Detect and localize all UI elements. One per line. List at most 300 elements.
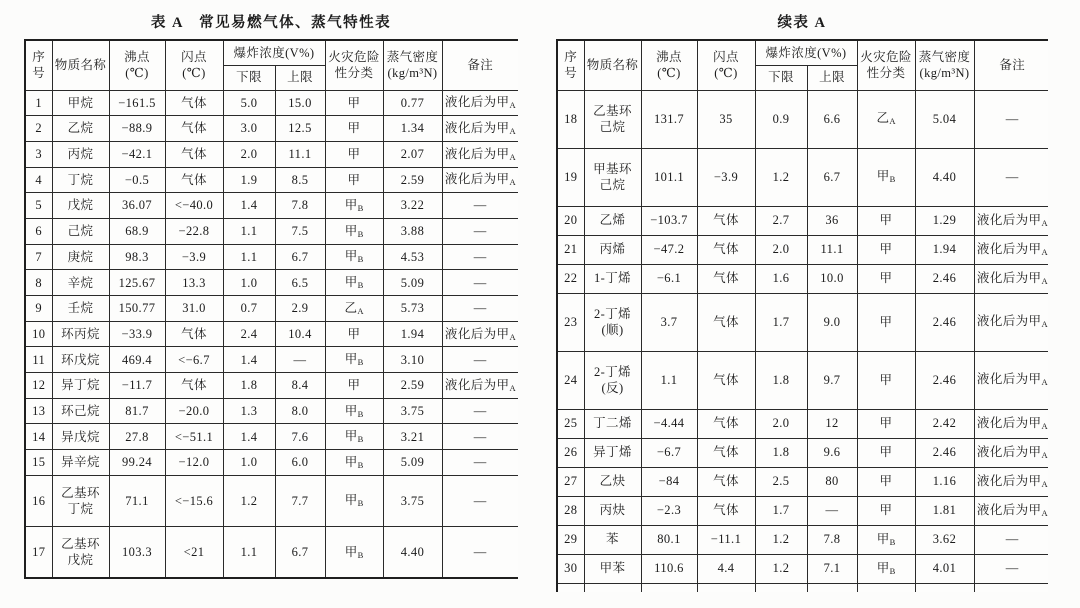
cell-lower: 1.4 [223, 424, 275, 450]
table-row [25, 244, 518, 270]
cell-boiling: 36.07 [109, 193, 165, 219]
cell-boiling: −103.7 [641, 206, 697, 235]
cell-remark: 液化后为甲$_A$ [442, 167, 518, 193]
table-row [25, 424, 518, 450]
cell-no: 2 [25, 116, 52, 142]
cell-hazard: 甲 [325, 373, 383, 399]
cell-flash: 气体 [165, 90, 223, 116]
table-a-body [25, 90, 518, 578]
cell-flash: −3.9 [697, 148, 755, 206]
table-row [557, 264, 1048, 293]
cell-hazard: 甲$_B$ [857, 525, 915, 554]
cell-upper: 6.5 [275, 270, 325, 296]
cell-flash: 35 [697, 90, 755, 148]
cell-density: 3.21 [383, 424, 442, 450]
cell-name: 甲基环 己烷 [584, 148, 641, 206]
cell-boiling: −11.7 [109, 373, 165, 399]
cell-name: 乙炔 [584, 467, 641, 496]
cell-remark: — [974, 148, 1048, 206]
table-row [557, 554, 1048, 583]
cell-name: 异丁烷 [52, 373, 109, 399]
table-row [557, 293, 1048, 351]
cell-remark: 液化后为甲$_A$ [974, 235, 1048, 264]
cell-lower: 1.4 [223, 193, 275, 219]
cell-hazard: 甲$_B$ [325, 450, 383, 476]
cell-remark: 液化后为甲$_A$ [442, 141, 518, 167]
col-header-flash: 闪点 (℃) [697, 40, 755, 90]
cell-upper: 8.5 [275, 167, 325, 193]
cell-boiling [641, 583, 697, 592]
cell-lower: 2.0 [755, 409, 807, 438]
cell-flash: 气体 [697, 293, 755, 351]
cell-flash: 气体 [165, 373, 223, 399]
cell-boiling: −42.1 [109, 141, 165, 167]
cell-no: 22 [557, 264, 584, 293]
flammable-gas-table-continued [556, 39, 1048, 592]
cell-hazard: 甲 [325, 141, 383, 167]
cell-no: 3 [25, 141, 52, 167]
cell-hazard: 甲 [857, 293, 915, 351]
cell-upper: 9.6 [807, 438, 857, 467]
cell-remark: — [442, 193, 518, 219]
cell-lower: 1.3 [223, 398, 275, 424]
cell-name: 异辛烷 [52, 450, 109, 476]
cell-upper: — [807, 496, 857, 525]
cell-remark: — [442, 424, 518, 450]
table-row [557, 351, 1048, 409]
cell-lower: 1.9 [223, 167, 275, 193]
cell-lower: 0.7 [223, 296, 275, 322]
cell-flash: <−15.6 [165, 475, 223, 526]
cell-density: 1.94 [383, 321, 442, 347]
cell-hazard: 甲$_B$ [325, 527, 383, 578]
cell-no: 9 [25, 296, 52, 322]
cell-density: 5.04 [915, 90, 974, 148]
col-header-explosion: 爆炸浓度(V%) [755, 40, 857, 65]
flammable-gas-table [24, 39, 518, 579]
cell-no: 15 [25, 450, 52, 476]
cell-remark: — [974, 554, 1048, 583]
cell-density [915, 583, 974, 592]
cell-remark: 液化后为甲$_A$ [974, 467, 1048, 496]
cell-flash: 4.4 [697, 554, 755, 583]
cell-name: 丁烷 [52, 167, 109, 193]
cell-flash: 气体 [697, 409, 755, 438]
cell-lower: 1.0 [223, 450, 275, 476]
cell-lower: 2.0 [755, 235, 807, 264]
cell-upper: 10.4 [275, 321, 325, 347]
table-a-header [25, 40, 518, 90]
table-row [557, 525, 1048, 554]
cell-boiling: 110.6 [641, 554, 697, 583]
cell-lower: 0.9 [755, 90, 807, 148]
table-row [25, 90, 518, 116]
cell-upper: 6.7 [275, 244, 325, 270]
cell-name: 辛烷 [52, 270, 109, 296]
table-row [25, 141, 518, 167]
table-row [557, 467, 1048, 496]
cell-flash: 气体 [697, 351, 755, 409]
cell-hazard: 甲 [857, 235, 915, 264]
cell-density: 5.73 [383, 296, 442, 322]
col-header-remark: 备注 [974, 40, 1048, 90]
cell-lower: 3.0 [223, 116, 275, 142]
cell-remark: 液化后为甲$_A$ [974, 293, 1048, 351]
cell-boiling: 469.4 [109, 347, 165, 373]
cell-lower: 1.2 [755, 525, 807, 554]
cell-no: 6 [25, 218, 52, 244]
cell-name: 环戊烷 [52, 347, 109, 373]
cell-hazard: 甲$_B$ [325, 398, 383, 424]
cell-flash: <−6.7 [165, 347, 223, 373]
cell-no: 23 [557, 293, 584, 351]
cell-remark [974, 583, 1048, 592]
cell-boiling: 125.67 [109, 270, 165, 296]
cell-upper: 9.0 [807, 293, 857, 351]
cell-remark: — [442, 450, 518, 476]
cell-boiling: −33.9 [109, 321, 165, 347]
table-row [557, 90, 1048, 148]
table-row [557, 206, 1048, 235]
cell-boiling: 1.1 [641, 351, 697, 409]
cell-boiling: 98.3 [109, 244, 165, 270]
col-header-name: 物质名称 [584, 40, 641, 90]
cell-no: 5 [25, 193, 52, 219]
cell-remark: 液化后为甲$_A$ [974, 409, 1048, 438]
cell-name: 乙基环 丁烷 [52, 475, 109, 526]
cell-lower: 1.4 [223, 347, 275, 373]
cell-name: 2-丁烯 (反) [584, 351, 641, 409]
cell-hazard [857, 583, 915, 592]
cell-no: 10 [25, 321, 52, 347]
cell-flash: −20.0 [165, 398, 223, 424]
cell-remark: 液化后为甲$_A$ [442, 116, 518, 142]
cell-lower: 1.1 [223, 244, 275, 270]
cell-remark: 液化后为甲$_A$ [974, 438, 1048, 467]
cell-density: 3.10 [383, 347, 442, 373]
cell-lower: 2.5 [755, 467, 807, 496]
cell-flash: −3.9 [165, 244, 223, 270]
cell-hazard: 甲 [857, 351, 915, 409]
table-row [25, 270, 518, 296]
cell-boiling: 99.24 [109, 450, 165, 476]
cell-hazard: 甲 [857, 206, 915, 235]
col-header-upper: 上限 [807, 65, 857, 90]
cell-hazard: 甲$_B$ [325, 218, 383, 244]
cell-upper: 6.6 [807, 90, 857, 148]
cell-density: 2.07 [383, 141, 442, 167]
cell-density: 5.09 [383, 450, 442, 476]
col-header-boiling: 沸点 (℃) [109, 40, 165, 90]
cell-flash: <−40.0 [165, 193, 223, 219]
cell-upper: 15.0 [275, 90, 325, 116]
cell-boiling: 131.7 [641, 90, 697, 148]
table-row [25, 398, 518, 424]
cell-no: 28 [557, 496, 584, 525]
cell-no: 18 [557, 90, 584, 148]
table-row [557, 235, 1048, 264]
cell-no [557, 583, 584, 592]
cell-hazard: 乙$_A$ [325, 296, 383, 322]
cell-no: 4 [25, 167, 52, 193]
cell-boiling: 27.8 [109, 424, 165, 450]
cell-hazard: 甲 [857, 496, 915, 525]
cell-no: 8 [25, 270, 52, 296]
table-a-continued-header [557, 40, 1048, 90]
cell-lower: 1.8 [223, 373, 275, 399]
cell-density: 4.01 [915, 554, 974, 583]
cell-upper: 7.1 [807, 554, 857, 583]
cell-upper: 6.0 [275, 450, 325, 476]
table-row [25, 450, 518, 476]
cell-name: 甲苯 [584, 554, 641, 583]
cell-flash: 气体 [697, 264, 755, 293]
cell-remark: 液化后为甲$_A$ [442, 90, 518, 116]
cell-upper: 12 [807, 409, 857, 438]
cell-upper: 7.6 [275, 424, 325, 450]
cell-no: 24 [557, 351, 584, 409]
cell-flash: 气体 [697, 235, 755, 264]
col-header-explosion: 爆炸浓度(V%) [223, 40, 325, 65]
table-a-continued-wrapper [556, 39, 1048, 592]
cell-no: 12 [25, 373, 52, 399]
cell-density: 5.09 [383, 270, 442, 296]
cell-no: 30 [557, 554, 584, 583]
cell-lower: 1.1 [223, 527, 275, 578]
cell-upper: 10.0 [807, 264, 857, 293]
table-row [557, 438, 1048, 467]
truncated-next-row [557, 583, 1048, 592]
cell-no: 13 [25, 398, 52, 424]
cell-density: 1.16 [915, 467, 974, 496]
cell-hazard: 甲 [325, 321, 383, 347]
cell-upper: 6.7 [807, 148, 857, 206]
cell-remark: 液化后为甲$_A$ [442, 373, 518, 399]
cell-density: 2.42 [915, 409, 974, 438]
cell-boiling: −6.1 [641, 264, 697, 293]
cell-density: 0.77 [383, 90, 442, 116]
col-header-name: 物质名称 [52, 40, 109, 90]
cell-upper: 9.7 [807, 351, 857, 409]
cell-density: 2.46 [915, 438, 974, 467]
cell-upper: 36 [807, 206, 857, 235]
cell-hazard: 甲$_B$ [325, 347, 383, 373]
cell-lower: 2.0 [223, 141, 275, 167]
cell-boiling: −4.44 [641, 409, 697, 438]
cell-hazard: 甲 [857, 467, 915, 496]
cell-name: 异丁烯 [584, 438, 641, 467]
cell-flash: 气体 [697, 496, 755, 525]
cell-remark: — [442, 218, 518, 244]
cell-lower: 1.0 [223, 270, 275, 296]
cell-boiling: −84 [641, 467, 697, 496]
cell-flash: <−51.1 [165, 424, 223, 450]
cell-flash: 气体 [165, 116, 223, 142]
cell-name: 乙基环 戊烷 [52, 527, 109, 578]
col-header-flash: 闪点 (℃) [165, 40, 223, 90]
cell-hazard: 甲$_B$ [325, 244, 383, 270]
cell-no: 29 [557, 525, 584, 554]
cell-density: 2.59 [383, 167, 442, 193]
cell-no: 17 [25, 527, 52, 578]
cell-hazard: 甲$_B$ [857, 554, 915, 583]
cell-hazard: 甲 [325, 116, 383, 142]
cell-hazard: 乙$_A$ [857, 90, 915, 148]
cell-boiling: 101.1 [641, 148, 697, 206]
col-header-hazard: 火灾危险 性分类 [325, 40, 383, 90]
cell-no: 20 [557, 206, 584, 235]
cell-name: 庚烷 [52, 244, 109, 270]
cell-name: 戊烷 [52, 193, 109, 219]
cell-boiling: 3.7 [641, 293, 697, 351]
cell-upper: 11.1 [275, 141, 325, 167]
cell-density: 1.34 [383, 116, 442, 142]
cell-name: 1-丁烯 [584, 264, 641, 293]
cell-remark: — [442, 398, 518, 424]
cell-remark: — [442, 347, 518, 373]
col-header-no: 序号 [557, 40, 584, 90]
cell-name: 甲烷 [52, 90, 109, 116]
cell-upper: 8.4 [275, 373, 325, 399]
cell-name: 丁二烯 [584, 409, 641, 438]
cell-density: 4.40 [383, 527, 442, 578]
cell-hazard: 甲$_B$ [325, 193, 383, 219]
cell-density: 3.75 [383, 475, 442, 526]
cell-upper: 12.5 [275, 116, 325, 142]
cell-remark: — [442, 244, 518, 270]
table-row [25, 116, 518, 142]
table-row [557, 496, 1048, 525]
cell-name [584, 583, 641, 592]
cell-density: 4.53 [383, 244, 442, 270]
col-header-density: 蒸气密度 (kg/m³N) [915, 40, 974, 90]
cell-name: 丙烷 [52, 141, 109, 167]
cell-upper [807, 583, 857, 592]
cell-name: 异戊烷 [52, 424, 109, 450]
cell-name: 丙烯 [584, 235, 641, 264]
cell-no: 21 [557, 235, 584, 264]
cell-boiling: 68.9 [109, 218, 165, 244]
cell-lower: 1.7 [755, 496, 807, 525]
cell-flash: 13.3 [165, 270, 223, 296]
table-a-continued-title: 续表 A [777, 15, 827, 31]
cell-boiling: −161.5 [109, 90, 165, 116]
cell-name: 环丙烷 [52, 321, 109, 347]
cell-density: 1.94 [915, 235, 974, 264]
cell-flash [697, 583, 755, 592]
cell-remark: — [442, 296, 518, 322]
cell-name: 苯 [584, 525, 641, 554]
cell-remark: — [442, 527, 518, 578]
table-row [557, 409, 1048, 438]
col-header-lower: 下限 [223, 65, 275, 90]
cell-lower [755, 583, 807, 592]
table-row [25, 167, 518, 193]
cell-remark: 液化后为甲$_A$ [974, 351, 1048, 409]
cell-density: 2.46 [915, 264, 974, 293]
cell-density: 1.29 [915, 206, 974, 235]
cell-flash: −22.8 [165, 218, 223, 244]
cell-density: 3.88 [383, 218, 442, 244]
col-header-hazard: 火灾危险 性分类 [857, 40, 915, 90]
cell-density: 3.75 [383, 398, 442, 424]
cell-density: 1.81 [915, 496, 974, 525]
cell-name: 乙基环 己烷 [584, 90, 641, 148]
cell-upper: 7.5 [275, 218, 325, 244]
table-a-title: 表 A 常见易燃气体、蒸气特性表 [150, 15, 392, 31]
cell-density: 2.46 [915, 293, 974, 351]
cell-name: 丙炔 [584, 496, 641, 525]
cell-lower: 1.8 [755, 351, 807, 409]
cell-name: 己烷 [52, 218, 109, 244]
cell-flash: 气体 [165, 141, 223, 167]
cell-lower: 1.2 [223, 475, 275, 526]
cell-boiling: −47.2 [641, 235, 697, 264]
cell-density: 3.22 [383, 193, 442, 219]
col-header-no: 序号 [25, 40, 52, 90]
cell-upper: 80 [807, 467, 857, 496]
cell-boiling: 81.7 [109, 398, 165, 424]
cell-boiling: −2.3 [641, 496, 697, 525]
cell-flash: −12.0 [165, 450, 223, 476]
cell-flash: 31.0 [165, 296, 223, 322]
cell-boiling: −88.9 [109, 116, 165, 142]
cell-remark: 液化后为甲$_A$ [974, 206, 1048, 235]
table-row [25, 527, 518, 578]
table-a-continued-body [557, 90, 1048, 592]
cell-hazard: 甲 [857, 438, 915, 467]
col-header-upper: 上限 [275, 65, 325, 90]
cell-no: 1 [25, 90, 52, 116]
cell-name: 乙烷 [52, 116, 109, 142]
cell-lower: 5.0 [223, 90, 275, 116]
col-header-boiling: 沸点 (℃) [641, 40, 697, 90]
table-row [557, 148, 1048, 206]
cell-lower: 1.1 [223, 218, 275, 244]
cell-name: 2-丁烯 (顺) [584, 293, 641, 351]
cell-flash: 气体 [697, 206, 755, 235]
cell-flash: −11.1 [697, 525, 755, 554]
cell-hazard: 甲 [325, 90, 383, 116]
cell-remark: — [442, 270, 518, 296]
cell-boiling: 150.77 [109, 296, 165, 322]
cell-lower: 2.7 [755, 206, 807, 235]
cell-upper: 2.9 [275, 296, 325, 322]
cell-upper: 7.7 [275, 475, 325, 526]
cell-lower: 1.2 [755, 554, 807, 583]
cell-boiling: 71.1 [109, 475, 165, 526]
table-row [25, 475, 518, 526]
cell-no: 11 [25, 347, 52, 373]
table-row [25, 321, 518, 347]
cell-name: 乙烯 [584, 206, 641, 235]
cell-remark: — [974, 90, 1048, 148]
cell-hazard: 甲 [325, 167, 383, 193]
cell-lower: 1.8 [755, 438, 807, 467]
table-row [25, 347, 518, 373]
cell-upper: 11.1 [807, 235, 857, 264]
cell-no: 25 [557, 409, 584, 438]
cell-upper: 6.7 [275, 527, 325, 578]
cell-remark: 液化后为甲$_A$ [974, 264, 1048, 293]
cell-hazard: 甲$_B$ [857, 148, 915, 206]
cell-hazard: 甲 [857, 409, 915, 438]
cell-density: 4.40 [915, 148, 974, 206]
cell-lower: 1.6 [755, 264, 807, 293]
cell-no: 16 [25, 475, 52, 526]
cell-boiling: 103.3 [109, 527, 165, 578]
cell-density: 3.62 [915, 525, 974, 554]
